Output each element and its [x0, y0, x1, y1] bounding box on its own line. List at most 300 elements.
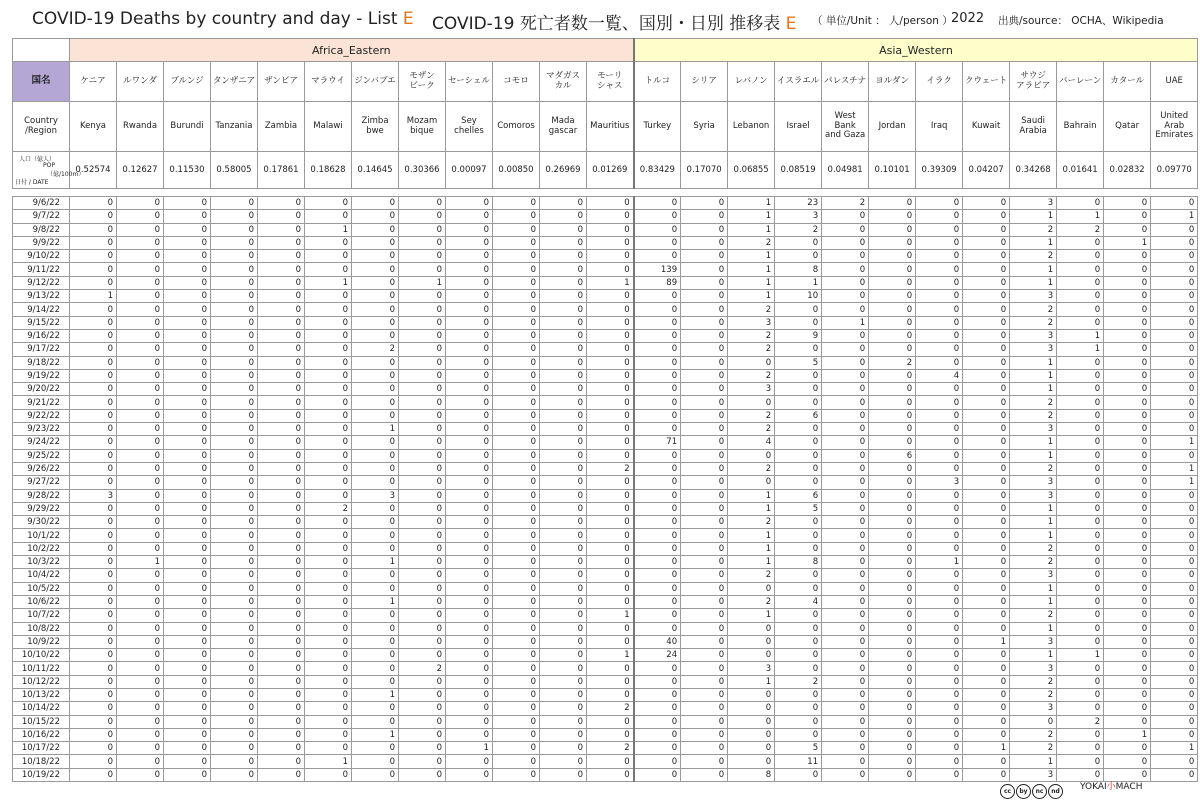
death-count-cell: 0: [399, 635, 446, 648]
death-count-cell: 0: [540, 635, 587, 648]
death-count-cell: 0: [305, 702, 352, 715]
death-count-cell: 0: [399, 476, 446, 489]
death-count-cell: 0: [1151, 236, 1198, 249]
death-count-cell: 0: [352, 582, 399, 595]
death-count-cell: 0: [916, 595, 963, 608]
death-count-cell: 0: [540, 197, 587, 210]
death-count-cell: 0: [305, 662, 352, 675]
date-cell: 10/18/22: [13, 755, 70, 768]
death-count-cell: 0: [869, 556, 916, 569]
death-count-cell: 0: [305, 250, 352, 263]
country-en-cell: Comoros: [493, 102, 540, 152]
death-count-cell: 0: [211, 210, 258, 223]
death-count-cell: 1: [305, 223, 352, 236]
death-count-cell: 0: [164, 383, 211, 396]
death-count-cell: 0: [1104, 369, 1151, 382]
table-row: [13, 369, 1198, 382]
death-count-cell: 0: [540, 702, 587, 715]
death-count-cell: 0: [305, 462, 352, 475]
death-count-cell: 0: [493, 635, 540, 648]
death-count-cell: 0: [681, 356, 728, 369]
death-count-cell: 0: [446, 688, 493, 701]
population-cell: 0.01269: [587, 152, 634, 189]
date-cell: 10/6/22: [13, 595, 70, 608]
death-count-cell: 0: [728, 742, 775, 755]
death-count-cell: 0: [446, 356, 493, 369]
death-count-cell: 3: [1010, 423, 1057, 436]
death-count-cell: 0: [352, 715, 399, 728]
death-count-cell: 0: [869, 728, 916, 741]
death-count-cell: 0: [352, 742, 399, 755]
death-count-cell: 0: [1151, 755, 1198, 768]
death-count-cell: 0: [117, 383, 164, 396]
date-cell: 9/9/22: [13, 236, 70, 249]
death-count-cell: 0: [117, 356, 164, 369]
death-count-cell: 1: [1104, 236, 1151, 249]
death-count-cell: 0: [634, 702, 681, 715]
death-count-cell: 0: [70, 263, 117, 276]
death-count-cell: 0: [164, 728, 211, 741]
death-count-cell: 0: [117, 768, 164, 781]
death-count-cell: 0: [869, 675, 916, 688]
death-count-cell: 0: [258, 369, 305, 382]
country-en-cell: Bahrain: [1057, 102, 1104, 152]
death-count-cell: 0: [540, 369, 587, 382]
death-count-cell: 0: [963, 436, 1010, 449]
table-row: [13, 236, 1198, 249]
death-count-cell: 0: [352, 290, 399, 303]
death-count-cell: 0: [446, 489, 493, 502]
death-count-cell: 0: [258, 210, 305, 223]
death-count-cell: 0: [493, 197, 540, 210]
death-count-cell: 0: [1151, 662, 1198, 675]
table-row: [13, 649, 1198, 662]
death-count-cell: 0: [634, 529, 681, 542]
death-count-cell: 0: [493, 290, 540, 303]
death-count-cell: 0: [681, 715, 728, 728]
death-count-cell: 0: [587, 369, 634, 382]
death-count-cell: 1: [728, 675, 775, 688]
death-count-cell: 3: [1010, 197, 1057, 210]
death-count-cell: 0: [1057, 768, 1104, 781]
death-count-cell: 0: [446, 276, 493, 289]
death-count-cell: 0: [446, 569, 493, 582]
death-count-cell: 0: [399, 622, 446, 635]
death-count-cell: 0: [70, 303, 117, 316]
death-count-cell: 0: [681, 622, 728, 635]
death-count-cell: 0: [493, 462, 540, 475]
death-count-cell: 0: [587, 755, 634, 768]
death-count-cell: 0: [70, 715, 117, 728]
date-cell: 9/12/22: [13, 276, 70, 289]
death-count-cell: 0: [728, 649, 775, 662]
death-count-cell: 0: [916, 356, 963, 369]
death-count-cell: 0: [211, 329, 258, 342]
death-count-cell: 1: [1010, 649, 1057, 662]
death-count-cell: 0: [305, 529, 352, 542]
death-count-cell: 0: [916, 702, 963, 715]
death-count-cell: 0: [963, 210, 1010, 223]
death-count-cell: 0: [258, 356, 305, 369]
death-count-cell: 0: [775, 609, 822, 622]
death-count-cell: 0: [305, 436, 352, 449]
death-count-cell: 0: [258, 582, 305, 595]
death-count-cell: 0: [305, 476, 352, 489]
death-count-cell: 0: [869, 662, 916, 675]
date-cell: 9/22/22: [13, 409, 70, 422]
death-count-cell: 9: [775, 329, 822, 342]
death-count-cell: 0: [681, 649, 728, 662]
death-count-cell: 0: [1057, 276, 1104, 289]
death-count-cell: 0: [963, 569, 1010, 582]
death-count-cell: 0: [540, 449, 587, 462]
death-count-cell: 0: [70, 316, 117, 329]
date-cell: 10/4/22: [13, 569, 70, 582]
population-cell: 0.18628: [305, 152, 352, 189]
death-count-cell: 0: [963, 728, 1010, 741]
death-count-cell: 0: [493, 569, 540, 582]
death-count-cell: 0: [305, 768, 352, 781]
death-count-cell: 0: [164, 662, 211, 675]
death-count-cell: 0: [305, 742, 352, 755]
pop-label-top: 人口（億人）: [19, 156, 56, 163]
death-count-cell: 0: [587, 449, 634, 462]
date-cell: 9/6/22: [13, 197, 70, 210]
unit-label: （ 単位/Unit ： 人/person ）: [812, 15, 953, 27]
death-count-cell: 0: [587, 236, 634, 249]
death-count-cell: 0: [305, 263, 352, 276]
death-count-cell: 5: [775, 502, 822, 515]
death-count-cell: 0: [963, 316, 1010, 329]
country-en-cell: Mozam bique: [399, 102, 446, 152]
table-row: [13, 662, 1198, 675]
death-count-cell: 0: [1057, 728, 1104, 741]
death-count-cell: 0: [164, 622, 211, 635]
death-count-cell: 0: [1104, 436, 1151, 449]
death-count-cell: 3: [1010, 635, 1057, 648]
death-count-cell: 0: [446, 329, 493, 342]
date-cell: 9/13/22: [13, 290, 70, 303]
death-count-cell: 1: [728, 542, 775, 555]
death-count-cell: 0: [164, 210, 211, 223]
death-count-cell: 0: [70, 635, 117, 648]
country-jp-cell: クウェート: [963, 62, 1010, 102]
death-count-cell: 0: [164, 356, 211, 369]
death-count-cell: 3: [1010, 343, 1057, 356]
death-count-cell: 0: [775, 436, 822, 449]
death-count-cell: 0: [493, 263, 540, 276]
death-count-cell: 2: [728, 569, 775, 582]
date-cell: 9/20/22: [13, 383, 70, 396]
death-count-cell: 0: [352, 649, 399, 662]
table-row: [13, 423, 1198, 436]
death-count-cell: 0: [1104, 662, 1151, 675]
death-count-cell: 0: [681, 688, 728, 701]
death-count-cell: 1: [352, 688, 399, 701]
death-count-cell: 0: [869, 423, 916, 436]
death-count-cell: 0: [1057, 290, 1104, 303]
title-japanese: [432, 9, 796, 34]
death-count-cell: 0: [822, 595, 869, 608]
death-count-cell: 0: [1057, 449, 1104, 462]
death-count-cell: 0: [70, 755, 117, 768]
death-count-cell: 0: [869, 409, 916, 422]
death-count-cell: 0: [963, 516, 1010, 529]
death-count-cell: 0: [1104, 516, 1151, 529]
death-count-cell: 0: [258, 529, 305, 542]
death-count-cell: 0: [1151, 489, 1198, 502]
death-count-cell: 1: [822, 316, 869, 329]
death-count-cell: 0: [634, 250, 681, 263]
death-count-cell: 0: [493, 768, 540, 781]
death-count-cell: 0: [963, 502, 1010, 515]
death-count-cell: 0: [822, 329, 869, 342]
death-count-cell: 2: [775, 223, 822, 236]
death-count-cell: 0: [728, 728, 775, 741]
death-count-cell: 0: [164, 556, 211, 569]
death-count-cell: 0: [1057, 489, 1104, 502]
pop-label-unit: （億/100m）: [47, 171, 85, 178]
population-cell: 0.58005: [211, 152, 258, 189]
death-count-cell: 0: [540, 582, 587, 595]
death-count-cell: 0: [681, 449, 728, 462]
death-count-cell: 0: [587, 768, 634, 781]
death-count-cell: 0: [587, 263, 634, 276]
death-count-cell: 0: [822, 702, 869, 715]
death-count-cell: 0: [634, 569, 681, 582]
death-count-cell: 2: [1057, 715, 1104, 728]
year-label: 2022: [951, 11, 985, 26]
death-count-cell: 0: [164, 569, 211, 582]
death-count-cell: 0: [775, 702, 822, 715]
death-count-cell: 2: [728, 409, 775, 422]
table-row: [13, 396, 1198, 409]
death-count-cell: 0: [164, 715, 211, 728]
death-count-cell: 0: [1151, 702, 1198, 715]
death-count-cell: 0: [540, 383, 587, 396]
death-count-cell: 0: [70, 728, 117, 741]
death-count-cell: 0: [258, 383, 305, 396]
death-count-cell: 1: [352, 728, 399, 741]
death-count-cell: 0: [493, 755, 540, 768]
death-count-cell: 5: [775, 356, 822, 369]
death-count-cell: 0: [117, 582, 164, 595]
death-count-cell: 0: [1151, 276, 1198, 289]
death-count-cell: 0: [681, 675, 728, 688]
death-count-cell: 1: [728, 276, 775, 289]
death-count-cell: 0: [963, 582, 1010, 595]
death-count-cell: 1: [1010, 755, 1057, 768]
population-cell: 0.12627: [117, 152, 164, 189]
death-count-cell: 0: [164, 688, 211, 701]
death-count-cell: 0: [681, 236, 728, 249]
death-count-cell: 0: [634, 728, 681, 741]
death-count-cell: 0: [352, 569, 399, 582]
death-count-cell: 0: [211, 742, 258, 755]
death-count-cell: 0: [305, 383, 352, 396]
country-jp-cell: レバノン: [728, 62, 775, 102]
population-cell: 0.52574: [70, 152, 117, 189]
country-en-cell: Zimba bwe: [352, 102, 399, 152]
death-count-cell: 0: [1151, 542, 1198, 555]
death-count-cell: 0: [775, 569, 822, 582]
death-count-cell: 0: [540, 236, 587, 249]
death-count-cell: 0: [728, 396, 775, 409]
death-count-cell: 2: [1010, 609, 1057, 622]
death-count-cell: 0: [1151, 197, 1198, 210]
death-count-cell: 0: [493, 529, 540, 542]
death-count-cell: 0: [587, 728, 634, 741]
death-count-cell: 0: [211, 409, 258, 422]
death-count-cell: 0: [352, 210, 399, 223]
death-count-cell: 0: [211, 728, 258, 741]
table-row: [13, 728, 1198, 741]
death-count-cell: 0: [399, 675, 446, 688]
death-count-cell: 0: [869, 688, 916, 701]
death-count-cell: 0: [963, 276, 1010, 289]
death-count-cell: 0: [634, 369, 681, 382]
death-count-cell: 0: [1104, 688, 1151, 701]
death-count-cell: 0: [117, 715, 164, 728]
death-count-cell: 0: [1104, 263, 1151, 276]
death-count-cell: 0: [1057, 502, 1104, 515]
death-count-cell: 0: [399, 582, 446, 595]
death-count-cell: 6: [869, 449, 916, 462]
death-count-cell: 0: [963, 303, 1010, 316]
death-count-cell: 2: [728, 462, 775, 475]
death-count-cell: 0: [493, 210, 540, 223]
country-en-cell: Israel: [775, 102, 822, 152]
death-count-cell: 0: [540, 423, 587, 436]
table-row: [13, 529, 1198, 542]
death-count-cell: 0: [1057, 582, 1104, 595]
death-count-cell: 0: [963, 715, 1010, 728]
table-row: [13, 516, 1198, 529]
death-count-cell: 1: [1010, 582, 1057, 595]
death-count-cell: 0: [117, 476, 164, 489]
death-count-cell: 3: [1010, 489, 1057, 502]
death-count-cell: 0: [305, 622, 352, 635]
death-count-cell: 0: [634, 462, 681, 475]
death-count-cell: 0: [1104, 449, 1151, 462]
death-count-cell: 0: [493, 236, 540, 249]
death-count-cell: 0: [493, 609, 540, 622]
death-count-cell: 0: [117, 595, 164, 608]
death-count-cell: 0: [634, 489, 681, 502]
death-count-cell: 0: [963, 356, 1010, 369]
death-count-cell: 2: [728, 595, 775, 608]
death-count-cell: 0: [1151, 715, 1198, 728]
death-count-cell: 0: [822, 742, 869, 755]
date-cell: 9/19/22: [13, 369, 70, 382]
death-count-cell: 0: [117, 755, 164, 768]
death-count-cell: 1: [352, 595, 399, 608]
death-count-cell: 0: [164, 343, 211, 356]
death-count-cell: 0: [211, 343, 258, 356]
death-count-cell: 0: [446, 502, 493, 515]
death-count-cell: 0: [164, 755, 211, 768]
death-count-cell: 0: [399, 197, 446, 210]
death-count-cell: 0: [117, 688, 164, 701]
death-count-cell: 0: [305, 715, 352, 728]
death-count-cell: 0: [211, 197, 258, 210]
name-jp-label: 国名: [13, 62, 70, 102]
death-count-cell: 0: [634, 622, 681, 635]
death-count-cell: 0: [164, 529, 211, 542]
death-count-cell: 0: [446, 409, 493, 422]
death-count-cell: 0: [1057, 303, 1104, 316]
death-count-cell: 0: [822, 502, 869, 515]
death-count-cell: 0: [164, 436, 211, 449]
table-row: [13, 688, 1198, 701]
death-count-cell: 0: [963, 609, 1010, 622]
death-count-cell: 0: [681, 635, 728, 648]
death-count-cell: 0: [446, 702, 493, 715]
death-count-cell: 0: [1151, 263, 1198, 276]
death-count-cell: 0: [1057, 595, 1104, 608]
death-count-cell: 3: [1010, 662, 1057, 675]
death-count-cell: 0: [681, 742, 728, 755]
death-count-cell: 0: [916, 662, 963, 675]
death-count-cell: 0: [822, 542, 869, 555]
death-count-cell: 0: [681, 197, 728, 210]
date-cell: 10/10/22: [13, 649, 70, 662]
death-count-cell: 0: [728, 356, 775, 369]
death-count-cell: 1: [1010, 529, 1057, 542]
population-cell: 0.14645: [352, 152, 399, 189]
death-count-cell: 0: [916, 516, 963, 529]
death-count-cell: 0: [211, 622, 258, 635]
date-cell: 10/5/22: [13, 582, 70, 595]
death-count-cell: 0: [681, 223, 728, 236]
population-cell: 0.00097: [446, 152, 493, 189]
death-count-cell: 0: [70, 502, 117, 515]
country-en-cell: Mada gascar: [540, 102, 587, 152]
death-count-cell: 0: [446, 622, 493, 635]
table-row: [13, 383, 1198, 396]
death-count-cell: 0: [117, 396, 164, 409]
table-row: [13, 462, 1198, 475]
death-count-cell: 0: [211, 569, 258, 582]
pop-label-mid: POP: [43, 162, 55, 169]
death-count-cell: 0: [587, 502, 634, 515]
death-count-cell: 0: [399, 236, 446, 249]
death-count-cell: 0: [70, 768, 117, 781]
death-count-cell: 0: [916, 649, 963, 662]
death-count-cell: 0: [258, 516, 305, 529]
death-count-cell: 0: [164, 582, 211, 595]
death-count-cell: 0: [446, 436, 493, 449]
death-count-cell: 0: [399, 409, 446, 422]
country-en-cell: Rwanda: [117, 102, 164, 152]
death-count-cell: 0: [822, 263, 869, 276]
death-count-cell: 0: [681, 462, 728, 475]
death-count-cell: 0: [916, 582, 963, 595]
spacer-row: [13, 189, 1198, 197]
death-count-cell: 0: [540, 396, 587, 409]
death-count-cell: 1: [305, 276, 352, 289]
death-count-cell: 0: [963, 197, 1010, 210]
death-count-cell: 1: [1057, 329, 1104, 342]
death-count-cell: 2: [728, 516, 775, 529]
death-count-cell: 1: [587, 276, 634, 289]
country-jp-cell: パレスチナ: [822, 62, 869, 102]
date-cell: 10/11/22: [13, 662, 70, 675]
country-jp-cell: マラウイ: [305, 62, 352, 102]
death-count-cell: 0: [399, 516, 446, 529]
death-count-cell: 0: [822, 462, 869, 475]
death-count-cell: 0: [211, 276, 258, 289]
